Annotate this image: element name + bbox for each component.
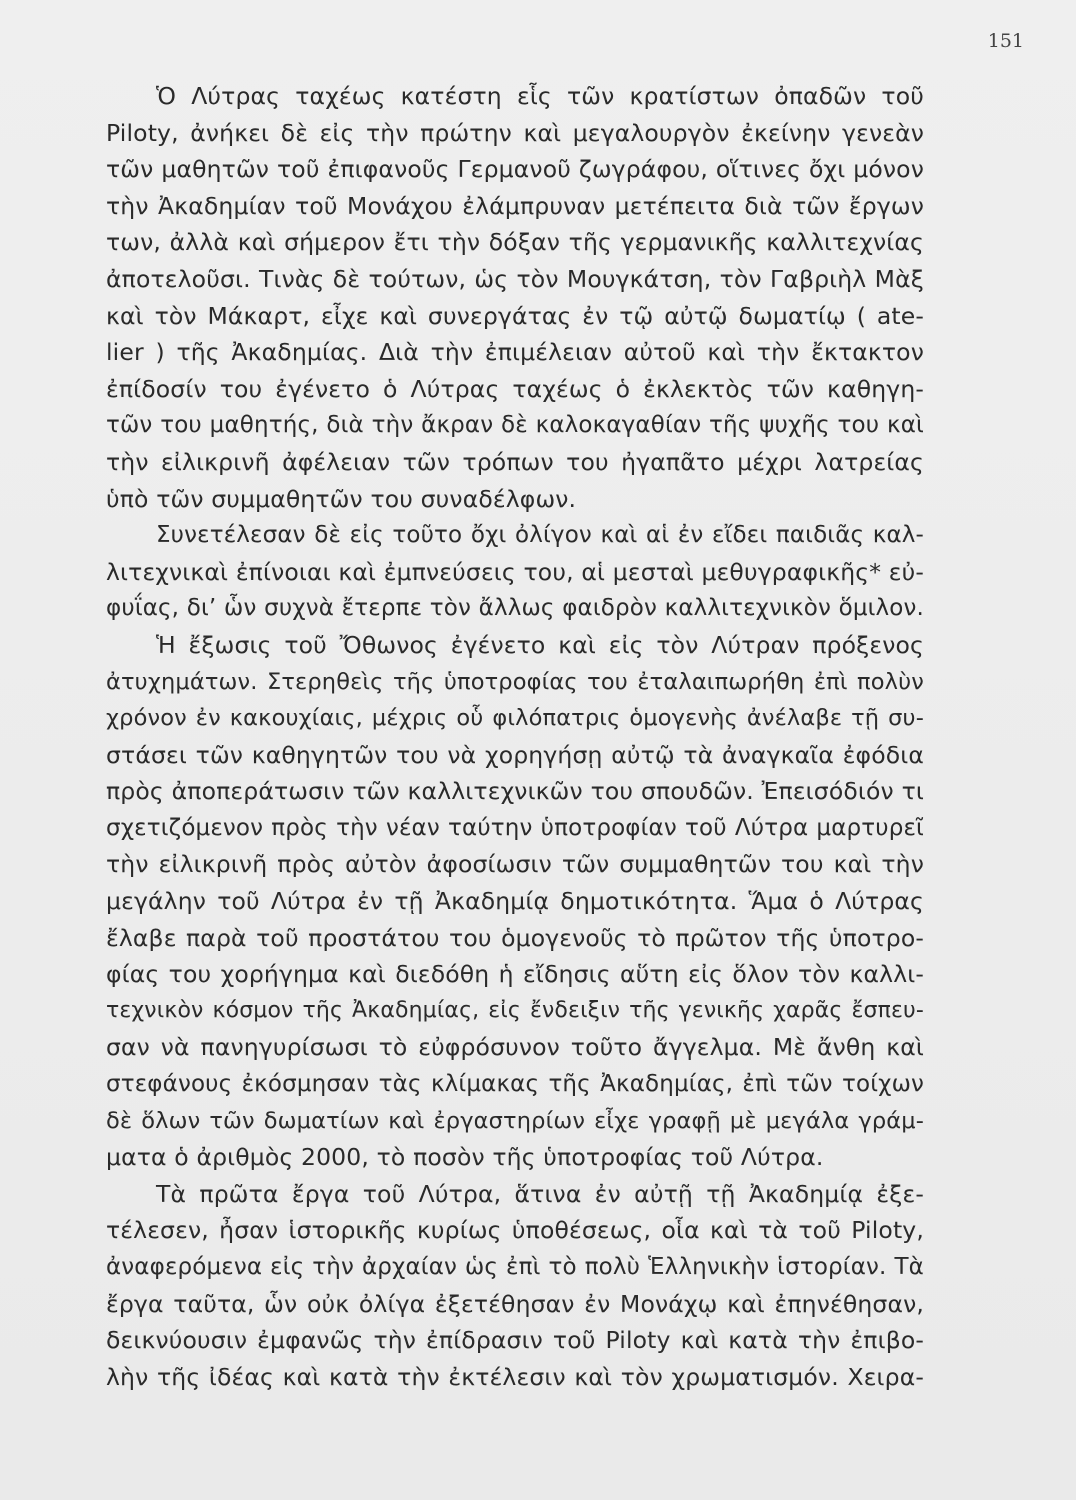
text-line: δεικνύουσιν ἐμφανῶς τὴν ἐπίδρασιν τοῦ Piloty καὶ κατὰ τὴν ἐπιβο- <box>106 1326 924 1355</box>
text-line: καὶ τὸν Μάκαρτ, εἶχε καὶ συνεργάτας ἐν τῷ αὐτῷ δωματίῳ ( ate- <box>106 301 924 330</box>
text-line: τῶν του μαθητής, διὰ τὴν ἄκραν δὲ καλοκαγαθίαν τῆς ψυχῆς του καὶ <box>106 412 924 439</box>
text-line: ἔλαβε παρὰ τοῦ προστάτου του ὁμογενοῦς τὸ πρῶτον τῆς ὑποτρο- <box>106 923 924 952</box>
text-line: φυΐας, δι’ ὧν συχνὰ ἔτερπε τὸν ἄλλως φαιδρὸν καλλιτεχνικὸν ὅμιλον. <box>106 595 924 622</box>
text-line: lier ) τῆς Ἀκαδημίας. Διὰ τὴν ἐπιμέλειαν αὐτοῦ καὶ τὴν ἔκτακτον <box>106 338 924 367</box>
text-line: στεφάνους ἐκόσμησαν τὰς κλίμακας τῆς Ἀκαδημίας, ἐπὶ τῶν τοίχων <box>106 1071 924 1098</box>
text-line: ἀποτελοῦσι. Τινὰς δὲ τούτων, ὡς τὸν Μουγκάτση, τὸν Γαβριὴλ Μὰξ <box>106 264 924 293</box>
text-line: ἀτυχημάτων. Στερηθεὶς τῆς ὑποτροφίας του ἐταλαιπωρήθη ἐπὶ πολὺν <box>106 668 924 695</box>
text-line: σχετιζόμενον πρὸς τὴν νέαν ταύτην ὑποτροφίαν τοῦ Λύτρα μαρτυρεῖ <box>106 814 924 841</box>
text-line: των, ἀλλὰ καὶ σήμερον ἔτι τὴν δόξαν τῆς γερμανικῆς καλλιτεχνίας <box>106 228 924 257</box>
text-line: ἐπίδοσίν του ἐγένετο ὁ Λύτρας ταχέως ὁ ἐκλεκτὸς τῶν καθηγη- <box>106 374 924 403</box>
text-line: λιτεχνικαὶ ἐπίνοιαι καὶ ἐμπνεύσεις του, αἱ μεσταὶ μεθυγραφικῆς* εὐ- <box>106 557 924 586</box>
text-line: στάσει τῶν καθηγητῶν του νὰ χορηγήσῃ αὐτῷ τὰ ἀναγκαῖα ἐφόδια <box>106 740 924 769</box>
text-line: ματα ὁ ἀριθμὸς 2000, τὸ ποσὸν τῆς ὑποτροφίας τοῦ Λύτρα. <box>106 1143 824 1172</box>
text-line: δὲ ὅλων τῶν δωματίων καὶ ἐργαστηρίων εἶχε γραφῇ μὲ μεγάλα γράμ- <box>106 1107 924 1134</box>
text-line: φίας του χορήγημα καὶ διεδόθη ἡ εἴδησις αὕτη εἰς ὅλον τὸν καλλι- <box>106 960 924 989</box>
text-line: τέλεσεν, ἦσαν ἱστορικῆς κυρίως ὑποθέσεως, οἷα καὶ τὰ τοῦ Piloty, <box>106 1216 924 1245</box>
text-line: ὑπὸ τῶν συμμαθητῶν του συναδέλφων. <box>106 484 577 513</box>
text-line: Ἡ ἔξωσις τοῦ Ὄθωνος ἐγένετο καὶ εἰς τὸν Λύτραν πρόξενος <box>156 630 924 659</box>
text-line: τεχνικὸν κόσμον τῆς Ἀκαδημίας, εἰς ἔνδειξιν τῆς γενικῆς χαρᾶς ἔσπευ- <box>106 997 924 1023</box>
text-line: Piloty, ἀνήκει δὲ εἰς τὴν πρώτην καὶ μεγαλουργὸν ἐκείνην γενεὰν <box>106 118 924 147</box>
text-line: τὴν εἰλικρινῆ ἀφέλειαν τῶν τρόπων του ἠγαπᾶτο μέχρι λατρείας <box>106 447 924 476</box>
text-line: πρὸς ἀποπεράτωσιν τῶν καλλιτεχνικῶν του σπουδῶν. Ἐπεισόδιόν τι <box>106 777 924 806</box>
text-line: τὴν Ἀκαδημίαν τοῦ Μονάχου ἐλάμπρυναν μετέπειτα διὰ τῶν ἔργων <box>106 191 924 220</box>
text-line: σαν νὰ πανηγυρίσωσι τὸ εὐφρόσυνον τοῦτο ἄγγελμα. Μὲ ἄνθη καὶ <box>106 1033 924 1062</box>
text-line: μεγάλην τοῦ Λύτρα ἐν τῇ Ἀκαδημίᾳ δημοτικότητα. Ἅμα ὁ Λύτρας <box>106 887 924 916</box>
text-line: τὴν εἰλικρινῆ πρὸς αὐτὸν ἀφοσίωσιν τῶν συμμαθητῶν του καὶ τὴν <box>106 850 924 879</box>
text-line: ἔργα ταῦτα, ὧν οὐκ ὀλίγα ἐξετέθησαν ἐν Μονάχῳ καὶ ἐπηνέθησαν, <box>106 1289 924 1318</box>
text-line: χρόνον ἐν κακουχίαις, μέχρις οὗ φιλόπατρις ὁμογενὴς ἀνέλαβε τῇ συ- <box>106 705 924 732</box>
text-line: λὴν τῆς ἰδέας καὶ κατὰ τὴν ἐκτέλεσιν καὶ τὸν χρωματισμόν. Χειρα- <box>106 1362 924 1391</box>
text-line: ἀναφερόμενα εἰς τὴν ἀρχαίαν ὡς ἐπὶ τὸ πολὺ Ἑλληνικὴν ἱστορίαν. Τὰ <box>106 1254 924 1280</box>
text-line: Τὰ πρῶτα ἔργα τοῦ Λύτρα, ἅτινα ἐν αὐτῇ τῇ Ἀκαδημίᾳ ἐξε- <box>156 1179 924 1208</box>
text-line: Ὁ Λύτρας ταχέως κατέστη εἷς τῶν κρατίστων ὀπαδῶν τοῦ <box>156 82 924 110</box>
text-line: τῶν μαθητῶν τοῦ ἐπιφανοῦς Γερμανοῦ ζωγράφου, οἵτινες ὄχι μόνον <box>106 155 924 184</box>
body-text <box>106 78 924 1395</box>
text-line: Συνετέλεσαν δὲ εἰς τοῦτο ὄχι ὀλίγον καὶ αἱ ἐν εἴδει παιδιᾶς καλ- <box>156 522 924 549</box>
page-number: 151 <box>987 30 1024 52</box>
